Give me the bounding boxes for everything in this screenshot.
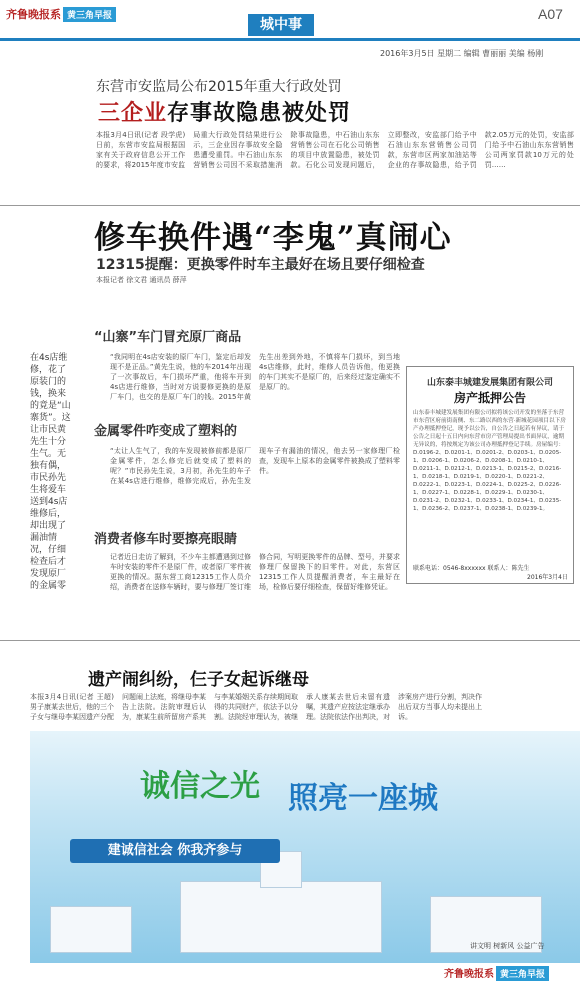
footer-badge: 黄三角早报 xyxy=(496,966,549,981)
article3-body: 本报3月4日讯(记者 王超) 男子康某去世后，他的三个子女与继母李某因遗产分配问题闹上法庭，将继母李某告上法院。法院审理后认为，康某生前所留房产系其与李某婚姻关系存续期间取得的共同财产，依法予以分割。法院经审理认为，被继承人康某去世后未留有遗嘱，其遗产应按法定继承办理。法院依法作出判决，对涉案房产进行分割，判决作出后双方当事人均未提出上诉。 xyxy=(30,693,482,721)
date-line: 2016年3月5日 星期二 编辑 曹丽丽 美编 杨刚 xyxy=(380,49,544,58)
public-service-banner xyxy=(30,731,580,963)
footer-logo xyxy=(444,965,549,981)
logo-text: 齐鲁晚报系 xyxy=(6,8,61,21)
header-rule xyxy=(0,38,580,41)
article2-headline: 修车换件遇“李鬼”真闹心 xyxy=(94,220,452,256)
banner-headline-2: 照亮一座城 xyxy=(288,781,438,816)
article2-section-body: 记者近日走访了解到，不少车主都遭遇到过修车时安装的零件不是原厂件，或者原厂零件被更换的情况。据东营工商12315工作人员介绍，消费者在送修车辆时，要与修理厂签订维修合同，写明更换零件的品牌、型号，并要求修理厂保留换下的旧零件。对此，东营区12315工作人员提醒消费者，车主最好在场，检修后要仔细检查，保留好维修凭证。 xyxy=(110,553,400,591)
notice-company: 山东泰丰城建发展集团有限公司 xyxy=(426,378,553,388)
banner-footer: 讲文明 树新风 公益广告 xyxy=(470,942,545,950)
article2-section-body: “我同明在4s店安装的原厂车门，鉴定后却发现不是正品。”黄先生说，他的车2014年出现了一次事故后，车门损坏严重，他将车开到4s店进行维修，当时对方说要修更换的是原厂车门，也交的是原厂车门的钱。2015年黄先生出差到外地，不慎将车门损坏，到当地4s店维修，此时，维修人员告诉他，他更换的车门其实不是原厂的，后来经过鉴定确实不是原厂的。 xyxy=(110,353,400,401)
logo-badge: 黄三角早报 xyxy=(63,7,116,22)
article2-section-body: “太让人生气了，我的车发现被修前都是原厂金属零件，怎么修完后就变成了塑料的呢？”市民孙先生说，3月初，孙先生的车子在某4s店进行维修，维修完成后，孙先生发现车子有漏油的情况，他去另一家修理厂检查，发现车上原本的金属零件被换成了塑料零件。 xyxy=(110,447,400,485)
notice-date: 2016年3月4日 xyxy=(527,574,568,581)
article2-section-title: 金属零件咋变成了塑料的 xyxy=(94,424,238,439)
notice-title: 房产抵押公告 xyxy=(453,391,526,405)
article3-headline: 遗产闹纠纷，仨子女起诉继母 xyxy=(88,670,309,690)
banner-slogan: 建诚信社会 你我齐参与 xyxy=(70,839,280,863)
article2-section-title: 消费者修车时要擦亮眼睛 xyxy=(94,532,238,547)
article2-section-title: “山寨”车门冒充原厂商品 xyxy=(94,330,242,345)
section-title: 城中事 xyxy=(248,14,314,36)
article2-subhead: 12315提醒：更换零件时车主最好在场且要仔细检查 xyxy=(96,257,425,273)
newspaper-logo xyxy=(6,6,116,22)
divider xyxy=(0,205,580,206)
article1-headline xyxy=(98,96,351,127)
article1-kicker: 东营市安监局公布2015年重大行政处罚 xyxy=(96,79,342,95)
divider xyxy=(0,640,580,641)
notice-body: 山东泰丰城建发展集团有限公司拟将该公司开发的坐落于东营市东营区府前街南侧、东二路以西的东营·新城花园项目以下房产办理抵押登记，现予以公告，自公告之日起若有异议，请于公告之日起十五日内向东营市房产管理局提出书面异议，逾期无异议的，将按规定为该公司办理抵押登记手续。房屋编号：D.0196-2、D.0201-1、D.0201-2、D.0203-1、D.0205-1、D.0206-1、D.0206-2、D.0208-1、D.0210-1、D.0211-1、D.0212-1、D.0213-1、D.0215-2、D.0216-1、D.0218-1、D.0219-1、D.0220-1、D.0221-2、D.0222-1、D.0223-1、D.0224-1、D.0225-2、D.0226-1、D.0227-1、D.0228-1、D.0229-1、D.0230-1、D.0231-2、D.0232-1、D.0233-1、D.0234-1、D.0235-1、D.0236-2、D.0237-1、D.0238-1、D.0239-1。 xyxy=(413,410,566,512)
footer-logo-text: 齐鲁晚报系 xyxy=(444,969,494,980)
article1-headline-emphasis: 三企业 xyxy=(98,100,168,126)
notice-contact: 联系电话：0546-8xxxxxx 联系人：陈先生 xyxy=(413,565,530,572)
banner-headline-1: 诚信之光 xyxy=(140,769,260,804)
article2-lead-text: 在4s店维修，花了原装门的钱，换来的竟是“山寨货”。这让市民黄先生十分生气。无独有偶，市民孙先生将爱车送到4s店维修后，却出现了漏油情况，仔细检查后才发现原厂的金属零 xyxy=(30,353,71,591)
city-hall-illustration xyxy=(180,881,382,953)
article1-headline-rest: 存事故隐患被处罚 xyxy=(167,100,352,126)
article2-byline: 本报记者 徐文君 通讯员 薛萍 xyxy=(96,276,187,284)
article1-body: 本报3月4日讯(记者 段学虎) 日前，东营市安监局根据国家有关于政府信息公开工作的要求，将2015年度市安监局重大行政处罚结果进行公示，三企业因存事故安全隐患遭受重罚。中石油山东东营销售公司因不采取措施消除事故隐患，中石油山东东营销售公司在石化公司销售的项目中放置隐患，被处罚款。石化公司发现问题后，立即整改，安监部门给予中石油山东东营销售公司罚款，东营市区两家加油站等企业的存事故隐患，给予罚款2.05万元的处罚，安监部门给予中石油山东东营销售公司两家罚款10万元的处罚…… xyxy=(96,131,574,169)
article2-lead xyxy=(30,352,72,592)
page-number: A07 xyxy=(538,6,563,22)
building-illustration xyxy=(50,906,132,953)
property-mortgage-notice xyxy=(406,366,574,584)
